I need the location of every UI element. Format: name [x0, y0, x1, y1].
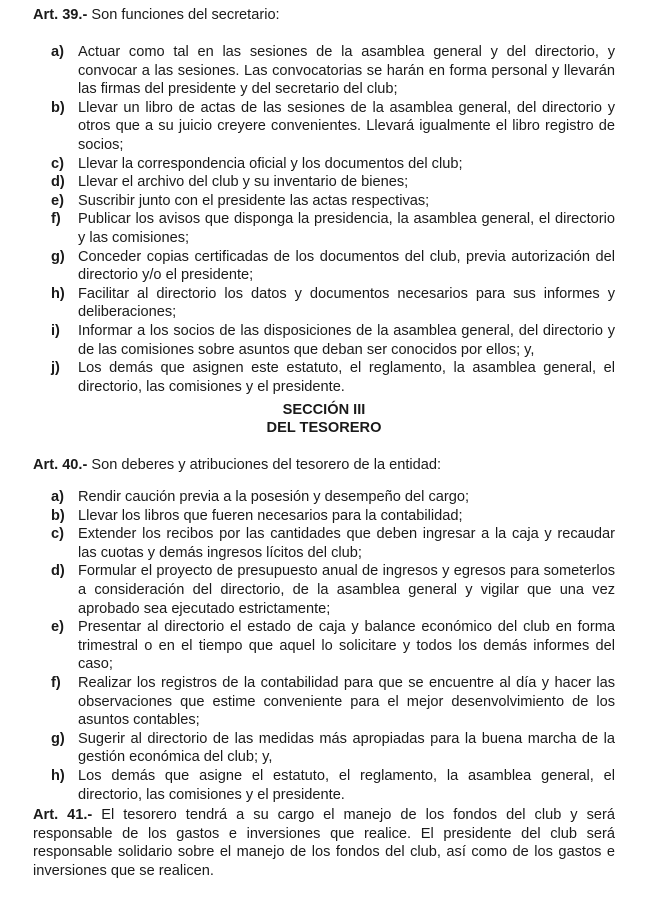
- item-letter: b): [51, 507, 65, 524]
- item-letter: d): [51, 563, 65, 580]
- list-item: [51, 562, 615, 618]
- item-letter: e): [51, 619, 64, 636]
- item-letter: e): [51, 192, 64, 209]
- item-text: Sugerir al directorio de las medidas más apropiadas para la buena marcha de la gestión económica del club; y,: [78, 730, 615, 766]
- item-text: Llevar la correspondencia oficial y los documentos del club;: [78, 155, 463, 172]
- item-letter: b): [51, 99, 65, 116]
- item-letter: h): [51, 767, 65, 784]
- item-letter: a): [51, 489, 64, 505]
- item-letter: g): [51, 730, 65, 747]
- article-39-number: Art. 39.-: [33, 7, 88, 23]
- item-letter: j): [51, 360, 60, 377]
- item-text: Suscribir junto con el presidente las actas respectivas;: [78, 192, 430, 209]
- list-item: [51, 285, 615, 322]
- item-letter: c): [51, 155, 64, 172]
- list-item: [51, 525, 615, 562]
- item-text: Publicar los avisos que disponga la presidencia, la asamblea general, el directorio y las comisiones;: [78, 211, 615, 246]
- item-text: Llevar un libro de actas de las sesiones de la asamblea general, del directorio y otros que a su juicio creyere convenientes. Llevará igualmente el libro registro de socios;: [78, 99, 615, 153]
- item-text: Llevar el archivo del club y su inventario de bienes;: [78, 174, 409, 191]
- list-item: [51, 322, 615, 359]
- list-item: [51, 507, 615, 526]
- item-letter: d): [51, 174, 65, 191]
- list-item: [51, 155, 615, 174]
- list-item: [51, 359, 615, 396]
- list-item: [51, 173, 615, 192]
- item-text: Actuar como tal en las sesiones de la asamblea general y del directorio, y convocar a las sesiones. Las convocatorias se harán en forma personal y llevarán las firmas del presidente y del secretario del club;: [78, 44, 615, 98]
- item-text: Conceder copias certificadas de los documentos del club, previa autorización del directorio y/o el presidente;: [78, 248, 615, 284]
- list-item: [51, 248, 615, 285]
- item-text: Extender los recibos por las cantidades que deben ingresar a la caja y recaudar las cuotas y demás ingresos lícitos del club;: [78, 526, 615, 561]
- article-39-intro: Son funciones del secretario:: [91, 7, 280, 23]
- item-letter: f): [51, 674, 61, 691]
- list-item: [51, 99, 615, 155]
- item-text: Formular el proyecto de presupuesto anual de ingresos y egresos para someterlos a consideración del directorio, de la asamblea general y vigilar que una vez aprobado sea ejecutado estrictamente;: [78, 563, 615, 617]
- item-letter: f): [51, 211, 61, 228]
- list-item: [51, 767, 615, 804]
- item-text: Realizar los registros de la contabilidad para que se encuentre al día y hacer las observaciones que estime conveniente para el mejor desenvolvimiento de los asuntos contables;: [78, 674, 615, 729]
- item-text: Los demás que asigne el estatuto, el reglamento, la asamblea general, el directorio, las comisiones y el presidente.: [78, 767, 615, 803]
- item-text: Los demás que asignen este estatuto, el reglamento, la asamblea general, el directorio, las comisiones y el presidente.: [78, 360, 615, 395]
- item-letter: c): [51, 526, 64, 543]
- article-40-list: [51, 488, 615, 804]
- list-item: [51, 618, 615, 674]
- item-letter: h): [51, 285, 65, 302]
- item-text: Rendir caución previa a la posesión y desempeño del cargo;: [78, 489, 470, 505]
- list-item: [51, 674, 615, 730]
- section-heading-title: DEL TESORERO: [266, 420, 382, 436]
- section-heading-number: SECCIÓN III: [282, 402, 366, 418]
- article-41-text: El tesorero tendrá a su cargo el manejo de los fondos del club y será responsable de los gastos e inversiones que realice. El presidente del club será responsable solidario sobre el manejo de los fondos del club, así como de los gastos e inversiones que se realicen.: [33, 807, 615, 879]
- list-item: [51, 730, 615, 767]
- item-text: Llevar los libros que fueren necesarios para la contabilidad;: [78, 507, 463, 524]
- article-40-intro: Son deberes y atribuciones del tesorero de la entidad:: [91, 457, 442, 473]
- item-letter: g): [51, 248, 65, 265]
- item-text: Informar a los socios de las disposiciones de la asamblea general, del directorio y de las comisiones sobre asuntos que deban ser conocidos por ellos; y,: [78, 322, 615, 358]
- article-39-list: [51, 43, 615, 396]
- item-text: Facilitar al directorio los datos y documentos necesarios para sus informes y deliberaciones;: [78, 285, 615, 321]
- list-item: [51, 192, 615, 211]
- item-letter: i): [51, 322, 60, 339]
- item-letter: a): [51, 44, 64, 60]
- article-40-heading: [33, 456, 615, 475]
- list-item: [51, 488, 615, 507]
- article-41: [33, 806, 615, 880]
- article-39-heading: [33, 6, 615, 25]
- item-text: Presentar al directorio el estado de caja y balance económico del club en forma trimestral o en el tiempo que aquel lo solicitare y todos los demás informes del caso;: [78, 619, 615, 673]
- article-41-number: Art. 41.-: [33, 807, 93, 823]
- list-item: [51, 210, 615, 247]
- list-item: [51, 43, 615, 99]
- article-40-number: Art. 40.-: [33, 457, 88, 473]
